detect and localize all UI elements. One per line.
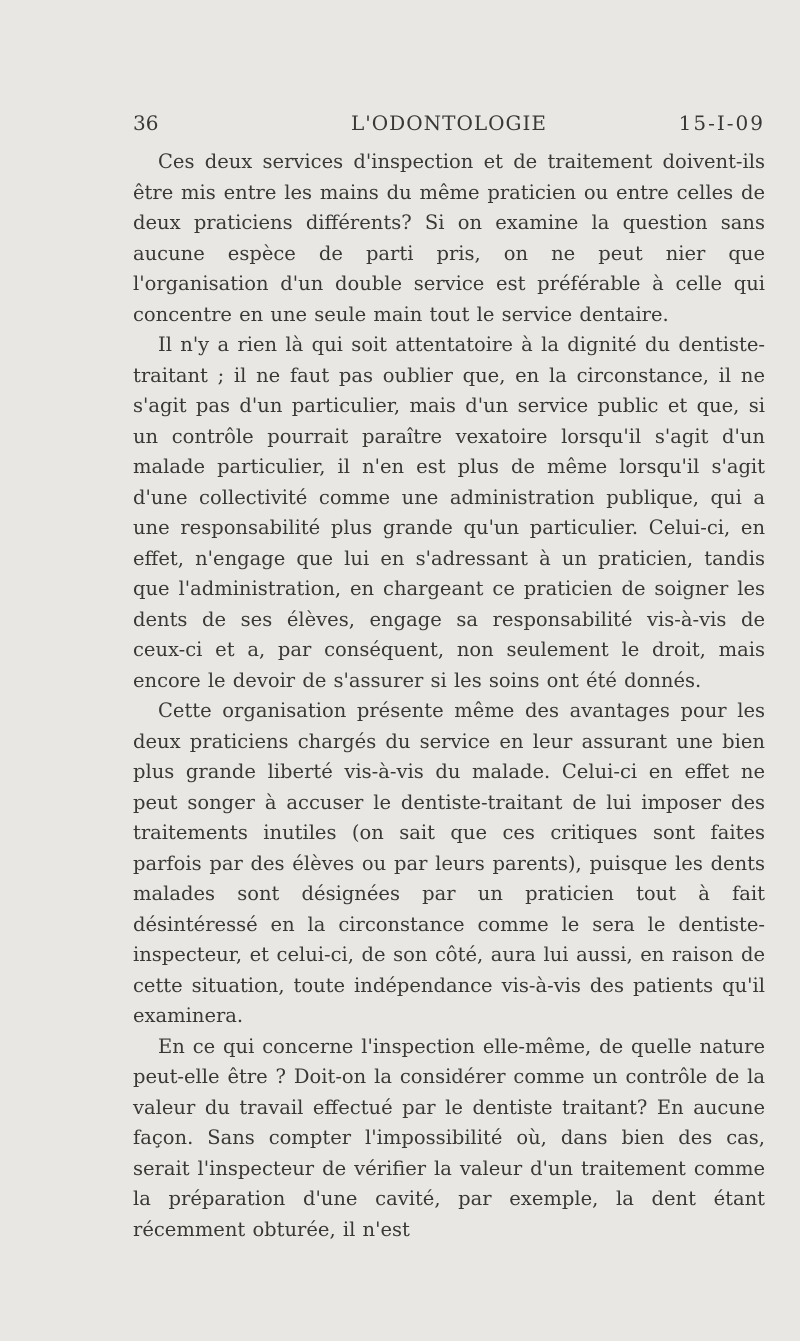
issue-date: 15-I-09 <box>678 111 765 135</box>
paragraph-3: Cette organisation présente même des avantages pour les deux praticiens chargés du service en leur assurant une bien plus grande liberté vis-à-vis du malade. Celui-ci en effet ne peut songer à accuser le dentiste-traitant de lui imposer des traitements inutiles (on sait que ces critiques sont faites parfois par des élèves ou par leurs parents), puisque les dents malades sont désignées par un praticien tout à fait désintéressé en la circonstance comme le sera le dentiste-inspecteur, et celui-ci, de son côté, aura lui aussi, en raison de cette situation, toute indépendance vis-à-vis des patients qu'il examinera. <box>133 699 765 1027</box>
paragraph-1: Ces deux services d'inspection et de traitement doivent-ils être mis entre les mains du même praticien ou entre celles de deux praticiens différents? Si on examine la question sans aucune espèce de parti pris, on ne peut nier que l'organisation d'un double service est préférable à celle qui concentre en une seule main tout le service dentaire. <box>133 150 765 326</box>
journal-title: L'ODONTOLOGIE <box>351 111 547 135</box>
paragraph-4: En ce qui concerne l'inspection elle-même, de quelle nature peut-elle être ? Doit-on la considérer comme un contrôle de la valeur du travail effectué par le dentiste traitant? En aucune façon. Sans compter l'impossibilité où, dans bien des cas, serait l'inspecteur de vérifier la valeur d'un traitement comme la préparation d'une cavité, par exemple, la dent étant récemment obturée, il n'est <box>133 1034 765 1241</box>
paragraph-2: Il n'y a rien là qui soit attentatoire à la dignité du dentiste-traitant ; il ne faut pas oublier que, en la circonstance, il ne s'agit pas d'un particulier, mais d'un service public et que, si un contrôle pourrait paraître vexatoire lorsqu'il s'agit d'un malade particulier, il n'en est plus de même lorsqu'il s'agit d'une collectivité comme une administration publique, qui a une responsabilité plus grande qu'un particulier. Celui-ci, en effet, n'engage que lui en s'adressant à un praticien, tandis que l'administration, en chargeant ce praticien de soigner les dents de ses élèves, engage sa responsabilité vis-à-vis de ceux-ci et a, par conséquent, non seulement le droit, mais encore le devoir de s'assurer si les soins ont été donnés. <box>133 333 765 692</box>
running-head <box>133 111 765 141</box>
body-text <box>133 147 765 1245</box>
page-number: 36 <box>133 111 159 135</box>
